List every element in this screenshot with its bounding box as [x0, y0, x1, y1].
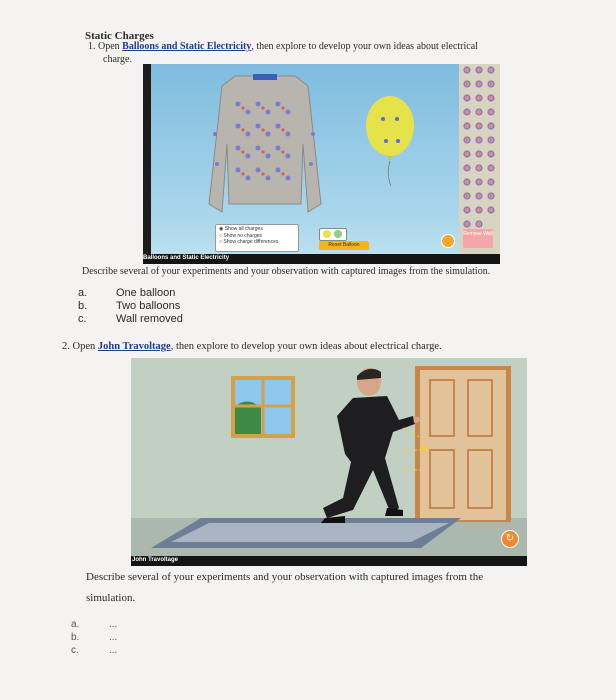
sim1-caption: Balloons and Static Electricity	[143, 255, 230, 261]
list-1-item-b	[78, 300, 183, 313]
list-1-item-c	[78, 313, 183, 326]
list-2-item-b	[71, 631, 117, 644]
radio-show-none[interactable]: ○ Show no charges	[219, 233, 263, 239]
list-1-text-b: Two balloons	[116, 300, 181, 312]
describe-2-line-2: simulation.	[86, 592, 136, 604]
list-2-letter-b: b.	[71, 632, 80, 643]
charge-display-options	[215, 224, 299, 252]
sweater-icon	[209, 74, 321, 212]
travoltage-sim-scene	[131, 358, 527, 566]
reset-icon[interactable]: ↻	[501, 530, 519, 548]
sim2-caption: John Travoltage	[132, 557, 179, 563]
list-2-text-a: ...	[109, 619, 118, 630]
list-2-text-c: ...	[109, 645, 118, 656]
list-1-item-a	[78, 287, 183, 300]
balloons-static-electricity-link[interactable]: Balloons and Static Electricity	[122, 41, 252, 52]
radio-show-all[interactable]: ◉ Show all charges	[219, 226, 263, 232]
balloons-simulation-image	[143, 64, 500, 264]
door-icon	[415, 366, 511, 522]
reset-balloon-button[interactable]: Reset Balloon	[319, 241, 369, 250]
item-2-suffix: , then explore to develop your own ideas about electrical charge.	[170, 341, 442, 352]
item-1-instruction	[88, 41, 478, 52]
item-2-prefix: Open	[72, 341, 96, 352]
item-1-suffix-cont: charge.	[103, 54, 132, 65]
two-balloons-icon	[334, 230, 342, 238]
list-1-letter-a: a.	[78, 287, 88, 299]
list-2-letter-a: a.	[71, 619, 80, 630]
item-1-prefix: Open	[98, 41, 120, 52]
list-2	[71, 618, 117, 657]
list-2-item-c	[71, 644, 117, 657]
one-balloon-icon	[323, 230, 331, 238]
list-2-item-a	[71, 618, 117, 631]
rug-icon	[151, 518, 461, 548]
window-icon	[231, 376, 295, 438]
list-2-letter-c: c.	[71, 645, 79, 656]
remove-wall-button[interactable]: Remove Wall	[463, 229, 493, 248]
section-title: Static Charges	[85, 30, 154, 42]
item-2-instruction	[62, 341, 442, 352]
balloon-count-toggle[interactable]	[319, 228, 347, 241]
item-1-suffix: , then explore to develop your own ideas about electrical	[251, 41, 478, 52]
describe-2-line-1: Describe several of your experiments and your observation with captured images from the	[86, 571, 484, 583]
describe-1-text: Describe several of your experiments and your observation with captured images from the simulation.	[82, 266, 491, 277]
list-1-text-a: One balloon	[116, 287, 176, 299]
list-1-letter-b: b.	[78, 300, 88, 312]
list-1-letter-c: c.	[78, 313, 87, 325]
list-2-text-b: ...	[109, 632, 118, 643]
item-1-number: 1.	[88, 41, 96, 52]
john-travoltage-simulation-image	[131, 358, 527, 566]
balloon-icon	[366, 96, 414, 186]
radio-show-none-label: Show no charges	[223, 233, 263, 239]
radio-show-differences[interactable]: ○ Show charge differences	[219, 239, 279, 245]
item-2-number: 2.	[62, 341, 70, 352]
radio-show-all-label: Show all charges	[224, 226, 263, 232]
list-1-text-c: Wall removed	[116, 313, 183, 325]
radio-show-differences-label: Show charge differences	[223, 239, 279, 245]
reset-all-button[interactable]	[441, 234, 455, 248]
list-1	[78, 287, 183, 326]
john-travoltage-link[interactable]: John Travoltage	[97, 341, 171, 352]
